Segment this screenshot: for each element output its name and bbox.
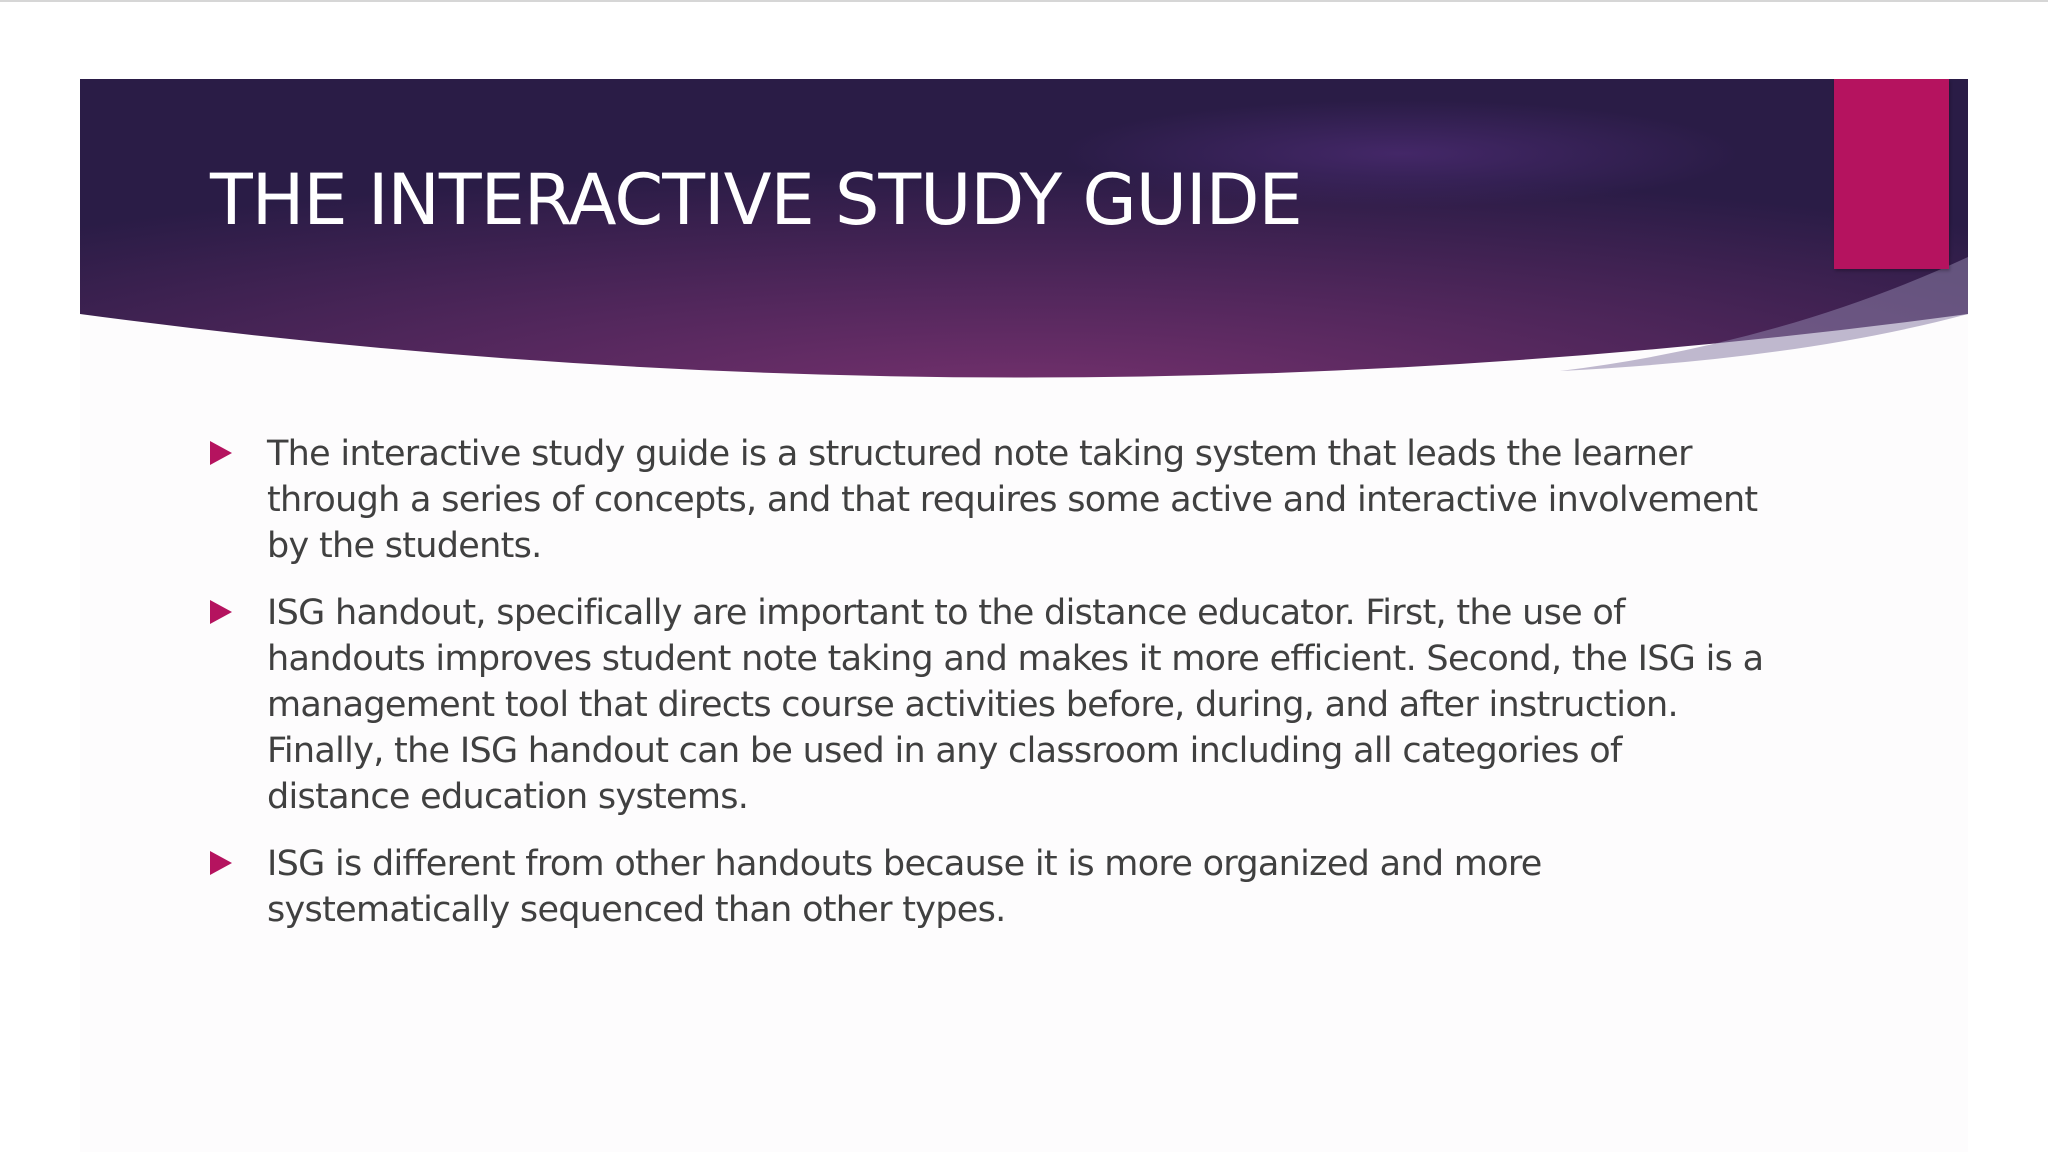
slide-title: THE INTERACTIVE STUDY GUIDE xyxy=(210,159,1302,241)
triangle-right-icon xyxy=(210,851,232,875)
accent-tab xyxy=(1834,79,1949,269)
bullet-text: The interactive study guide is a structured note taking system that leads the learner through a series of concepts, and that requires some active and interactive involvement by the students. xyxy=(267,434,1758,566)
bullet-item xyxy=(210,431,1770,569)
bullet-item xyxy=(210,590,1770,820)
triangle-right-icon xyxy=(210,600,232,624)
slide xyxy=(80,79,1968,1152)
triangle-right-icon xyxy=(210,441,232,465)
bullet-text: ISG is different from other handouts because it is more organized and more systematically sequenced than other types. xyxy=(267,844,1542,930)
bullet-list xyxy=(210,431,1770,954)
bullet-item xyxy=(210,841,1770,933)
bullet-text: ISG handout, specifically are important to the distance educator. First, the use of handouts improves student note taking and makes it more efficient. Second, the ISG is a management tool that directs course activities before, during, and after instruction. Finally, the ISG handout can be used in any classroom including all categories of distance education systems. xyxy=(267,593,1764,817)
window-top-border xyxy=(0,0,2048,2)
